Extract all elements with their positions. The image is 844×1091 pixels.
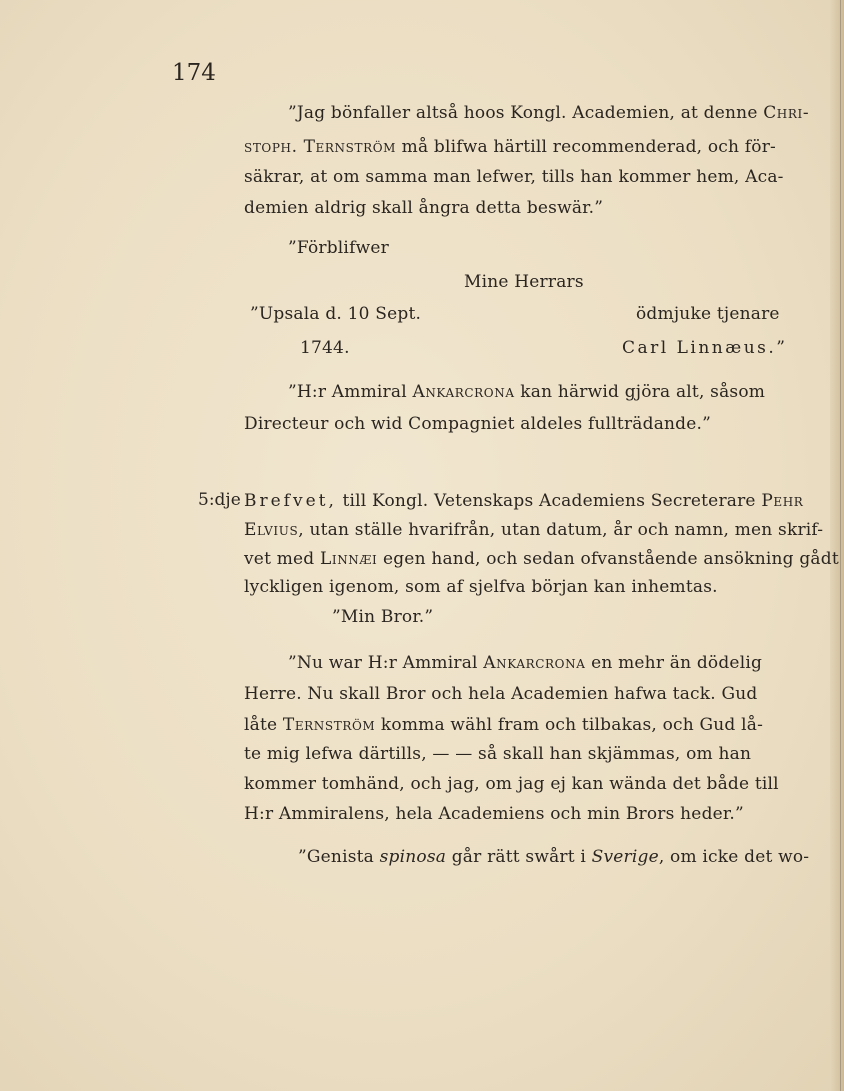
text-line: ”Jag bönfaller altså hoos Kongl. Academien, at denne Chri- — [288, 103, 810, 123]
text-line: kommer tomhänd, och jag, om jag ej kan wända det både till — [244, 774, 779, 794]
text-line: stoph. Ternström må blifwa härtill recommenderad, och för- — [244, 137, 776, 157]
text-line: Brefvet, till Kongl. Vetenskaps Academiens Secreterare Pehr — [244, 491, 804, 511]
page-edge-line — [840, 0, 841, 1091]
text-line: ”Genista spinosa går rätt swårt i Sverige, om icke det wo- — [298, 847, 810, 867]
salutation: ”Min Bror.” — [332, 607, 434, 627]
text-line: säkrar, at om samma man lefwer, tills han kommer hem, Aca- — [244, 167, 784, 187]
text-line: vet med Linnæi egen hand, och sedan ofvanstående ansökning gådt — [244, 549, 839, 569]
page-number: 174 — [172, 60, 216, 86]
text-line: ”H:r Ammiral Ankarcrona kan härwid gjöra alt, såsom — [288, 382, 766, 402]
text-line: Directeur och wid Compagniet aldeles fullträdande.” — [244, 414, 712, 434]
closing-mine-herrars: Mine Herrars — [464, 272, 584, 292]
closing-year: 1744. — [300, 338, 350, 358]
page-edge — [830, 0, 844, 1091]
text-line: Elvius, utan ställe hvarifrån, utan datum, år och namn, men skrif- — [244, 520, 824, 540]
text-line: ”Nu war H:r Ammiral Ankarcrona en mehr än dödelig — [288, 653, 763, 673]
closing-place-date: ”Upsala d. 10 Sept. — [250, 304, 422, 324]
text-line: te mig lefwa därtills, — — så skall han skjämmas, om han — [244, 744, 752, 764]
text-line: demien aldrig skall ångra detta beswär.” — [244, 198, 604, 218]
closing-odmjuke: ödmjuke tjenare — [636, 304, 780, 324]
closing-signature: Carl Linnæus.” — [622, 338, 788, 358]
margin-note: 5:dje — [198, 490, 241, 510]
text-line: lyckligen igenom, som af sjelfva början kan inhemtas. — [244, 577, 718, 597]
text-line: låte Ternström komma wähl fram och tilbakas, och Gud lå- — [244, 715, 764, 735]
text-line: Herre. Nu skall Bror och hela Academien hafwa tack. Gud — [244, 684, 758, 704]
closing-forblifwer: ”Förblifwer — [288, 238, 389, 258]
text-line: H:r Ammiralens, hela Academiens och min Brors heder.” — [244, 804, 744, 824]
